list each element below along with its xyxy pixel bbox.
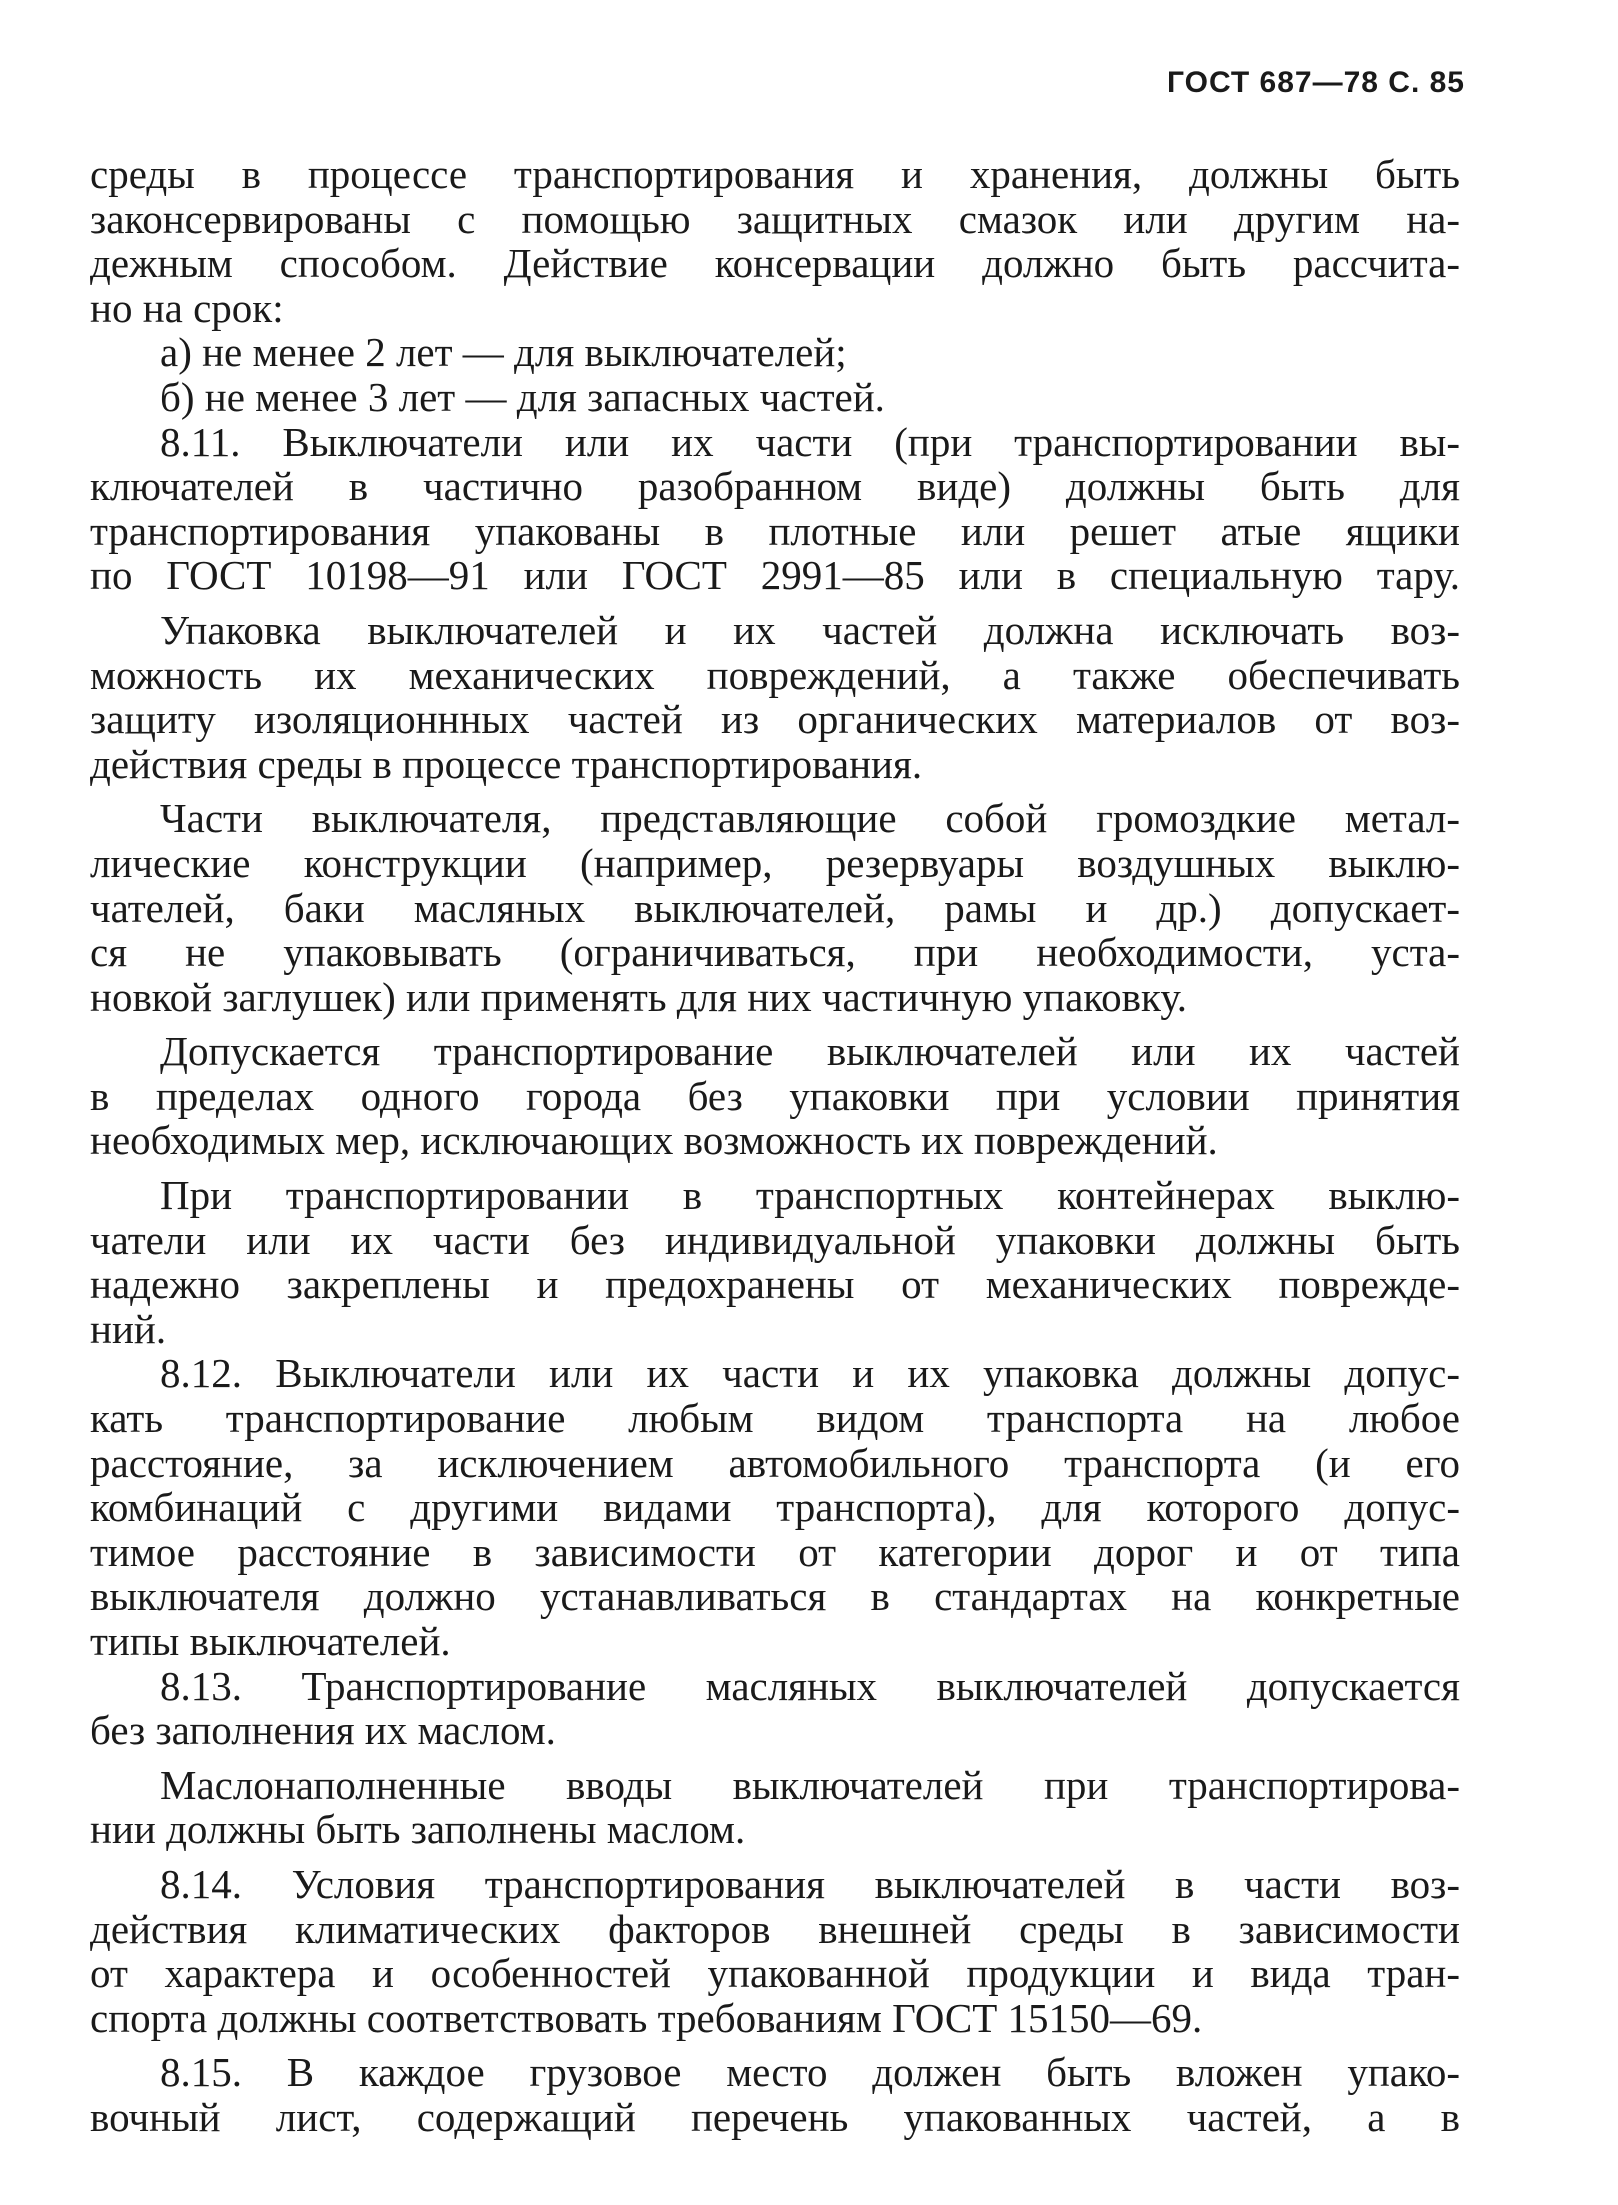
text-line: законсервированы с помощью защитных смазок или другим на- <box>90 195 1460 242</box>
text-line: транспортирования упакованы в плотные или решет атые ящики <box>90 507 1460 554</box>
text-line: но на срок: <box>90 284 284 331</box>
text-line: необходимых мер, исключающих возможность их повреждений. <box>90 1117 1218 1164</box>
text-line: выключателя должно устанавливаться в стандартах на конкретные <box>90 1573 1460 1620</box>
text-line: спорта должны соответствовать требованиям ГОСТ 15150—69. <box>90 1994 1203 2041</box>
text-line: защиту изоляционнных частей из органических материалов от воз- <box>90 696 1460 743</box>
text-line: кать транспортирование любым видом транспорта на любое <box>90 1395 1460 1442</box>
text-line: лические конструкции (например, резервуары воздушных выклю- <box>90 839 1460 886</box>
text-line: 8.15. В каждое грузовое место должен быть вложен упако- <box>160 2049 1460 2096</box>
text-line: вочный лист, содержащий перечень упакованных частей, а в <box>90 2093 1460 2140</box>
text-line: дежным способом. Действие консервации должно быть рассчита- <box>90 240 1460 287</box>
text-line: 8.12. Выключатели или их части и их упаковка должны допус- <box>160 1350 1460 1397</box>
text-line: 8.13. Транспортирование масляных выключателей допускается <box>160 1662 1460 1709</box>
text-line: тимое расстояние в зависимости от категории дорог и от типа <box>90 1528 1460 1575</box>
text-line: можность их механических повреждений, а также обеспечивать <box>90 651 1460 698</box>
text-line: без заполнения их маслом. <box>90 1707 556 1754</box>
text-line: по ГОСТ 10198—91 или ГОСТ 2991—85 или в специальную тару. <box>90 552 1460 599</box>
text-line: 8.14. Условия транспортирования выключателей в части воз- <box>160 1860 1460 1907</box>
text-line: расстояние, за исключением автомобильного транспорта (и его <box>90 1439 1460 1486</box>
text-line: среды в процессе транспортирования и хранения, должны быть <box>90 151 1460 197</box>
text-line: Части выключателя, представляющие собой громоздкие метал- <box>160 795 1460 842</box>
text-line: ключателей в частично разобранном виде) должны быть для <box>90 463 1460 510</box>
text-line: действия климатических факторов внешней среды в зависимости <box>90 1905 1460 1952</box>
text-line: типы выключателей. <box>90 1618 451 1664</box>
text-line: б) не менее 3 лет — для запасных частей. <box>160 373 885 420</box>
text-line: 8.11. Выключатели или их части (при транспортировании вы- <box>160 418 1460 465</box>
document-body <box>90 152 1460 2140</box>
text-line: ний. <box>90 1305 167 1352</box>
text-line: ся не упаковывать (ограничиваться, при необходимости, уста- <box>90 929 1460 976</box>
text-line: При транспортировании в транспортных контейнерах выклю- <box>160 1172 1460 1219</box>
text-line: чателей, баки масляных выключателей, рамы и др.) допускает- <box>90 884 1460 931</box>
text-line: действия среды в процессе транспортирования. <box>90 740 923 787</box>
text-line: чатели или их части без индивидуальной упаковки должны быть <box>90 1216 1460 1263</box>
text-line: нии должны быть заполнены маслом. <box>90 1806 746 1853</box>
text-line: в пределах одного города без упаковки при условии принятия <box>90 1072 1460 1119</box>
text-line: надежно закреплены и предохранены от механических поврежде- <box>90 1261 1460 1308</box>
text-line: от характера и особенностей упакованной продукции и вида тран- <box>90 1950 1460 1997</box>
text-line: а) не менее 2 лет — для выключателей; <box>160 329 847 376</box>
text-line: Допускается транспортирование выключателей или их частей <box>160 1028 1460 1075</box>
text-line: новкой заглушек) или применять для них частичную упаковку. <box>90 973 1187 1020</box>
text-line: Упаковка выключателей и их частей должна исключать воз- <box>160 606 1460 653</box>
page-header: ГОСТ 687—78 С. 85 <box>1167 66 1465 99</box>
text-line: Маслонаполненные вводы выключателей при транспортирова- <box>160 1761 1460 1808</box>
text-line: комбинаций с другими видами транспорта), для которого допус- <box>90 1484 1460 1531</box>
